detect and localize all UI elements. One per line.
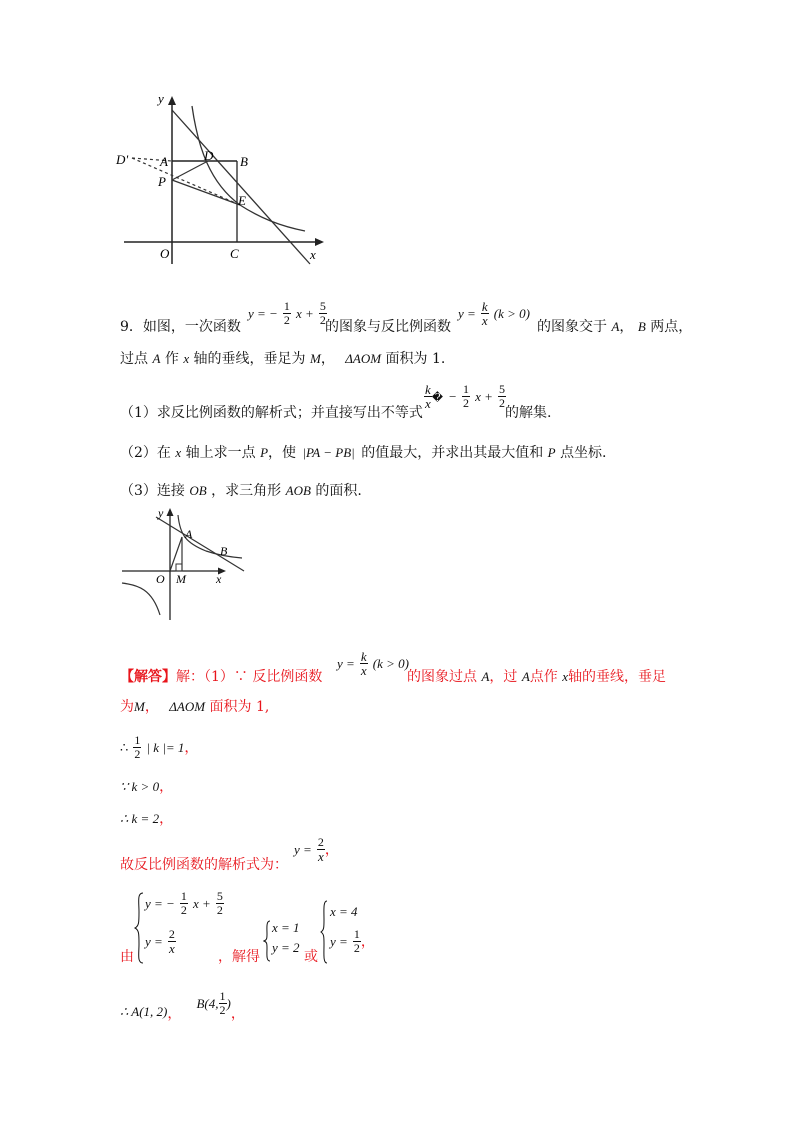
system-eq-2: y = $\frac{2}{x}$	[145, 927, 175, 956]
answer-inverse-formula: y = $\frac{k}{x}$ (k > 0)	[337, 649, 409, 678]
problem-line-2: 过点 A 作 x 轴的垂线，垂足为 M， ΔAOM 面积为 1.	[120, 351, 446, 367]
answer-line-2: 为M， ΔAOM 面积为 1,	[120, 699, 270, 715]
segment-pd	[172, 161, 208, 180]
segment-pe	[172, 180, 240, 205]
label-y: y	[158, 91, 164, 106]
question-3: （3）连接 OB ，求三角形 AOB 的面积.	[120, 483, 362, 499]
step-half-k: ∴ $\frac{1}{2}$ | k |= 1，	[120, 733, 199, 761]
answer-line-1b: 的图象过点 A，过 A点作 x轴的垂线，垂足	[407, 669, 667, 685]
solution-brace-2	[320, 900, 328, 964]
question-1: （1）求反比例函数的解析式；并直接写出不等式	[120, 405, 423, 421]
answer-tag: 【解答】	[120, 669, 176, 685]
label-x: x	[216, 572, 222, 586]
result-coordinates: $_{\therefore A(1, 2)}$， B(4, $\frac{1}{2}$ )，	[120, 989, 245, 1022]
question-1-suffix: 的解集.	[505, 405, 552, 421]
y-axis-arrow	[167, 508, 174, 516]
hyperbola-curve	[192, 106, 305, 231]
label-dprime: D'	[116, 152, 129, 167]
answer-line-1: 【解答】解：（1）∵ 反比例函数	[120, 669, 323, 685]
inverse-function-formula: y = $\frac{k}{x}$ (k > 0)	[458, 299, 530, 328]
label-m: M	[176, 572, 186, 586]
problem-text-1: 的图象与反比例函数	[325, 319, 451, 335]
solution-brace-1	[263, 920, 271, 962]
label-a: A	[185, 527, 193, 541]
step-result-formula: y = $\frac{2}{x}$ ，	[294, 835, 339, 864]
label-c: C	[230, 246, 239, 261]
solution-1-y: y = 2	[272, 940, 300, 955]
inequality-formula: $\frac{k}{x}$ � − $\frac{1}{2}$ x + $\frac{5}{2}$	[425, 382, 506, 411]
label-o: O	[160, 246, 170, 261]
step-result-text: 故反比例函数的解析式为：	[120, 857, 288, 873]
label-e: E	[238, 193, 246, 208]
hyperbola-branch-3	[122, 583, 160, 615]
system-solve-text: ，解得	[218, 949, 260, 965]
line-ab	[156, 517, 244, 571]
system-brace-1	[134, 892, 144, 964]
label-p: P	[158, 174, 166, 189]
solution-or: 或	[304, 949, 318, 965]
step-k-positive: ∵ k > 0，	[120, 779, 174, 795]
solution-2-x: x = 4	[330, 904, 358, 919]
label-y: y	[158, 506, 164, 520]
figure-2	[118, 505, 248, 625]
problem-number: 9．如图，一次函数	[120, 319, 241, 335]
question-2: （2）在 x 轴上求一点 P，使 |PA − PB| 的值最大，并求出其最大值和 P 点坐标.	[120, 445, 607, 461]
linear-function-formula: y = − $\frac{1}{2}$ x + $\frac{5}{2}$	[248, 299, 326, 327]
y-axis-arrow	[168, 96, 176, 105]
label-b: B	[240, 154, 248, 169]
system-eq-1: y = − $\frac{1}{2}$ x + $\frac{5}{2}$	[145, 889, 223, 917]
x-axis-arrow	[315, 238, 324, 246]
label-a: A	[160, 154, 168, 169]
problem-line-1	[120, 318, 241, 336]
label-b: B	[220, 544, 228, 558]
step-k-equals-2: ∴ k = 2，	[120, 811, 174, 827]
problem-text-2: 的图象交于 A， B 两点，	[537, 319, 693, 335]
right-angle-marker	[176, 564, 182, 571]
label-o: O	[156, 572, 165, 586]
label-x: x	[310, 247, 316, 262]
figure-1	[110, 88, 340, 273]
dashed-dprime-e	[132, 158, 240, 205]
system-you: 由	[120, 949, 134, 965]
solution-2-y: y = $\frac{1}{2}$ ，	[330, 927, 375, 955]
label-d: D	[204, 148, 214, 163]
solution-1-x: x = 1	[272, 920, 300, 935]
